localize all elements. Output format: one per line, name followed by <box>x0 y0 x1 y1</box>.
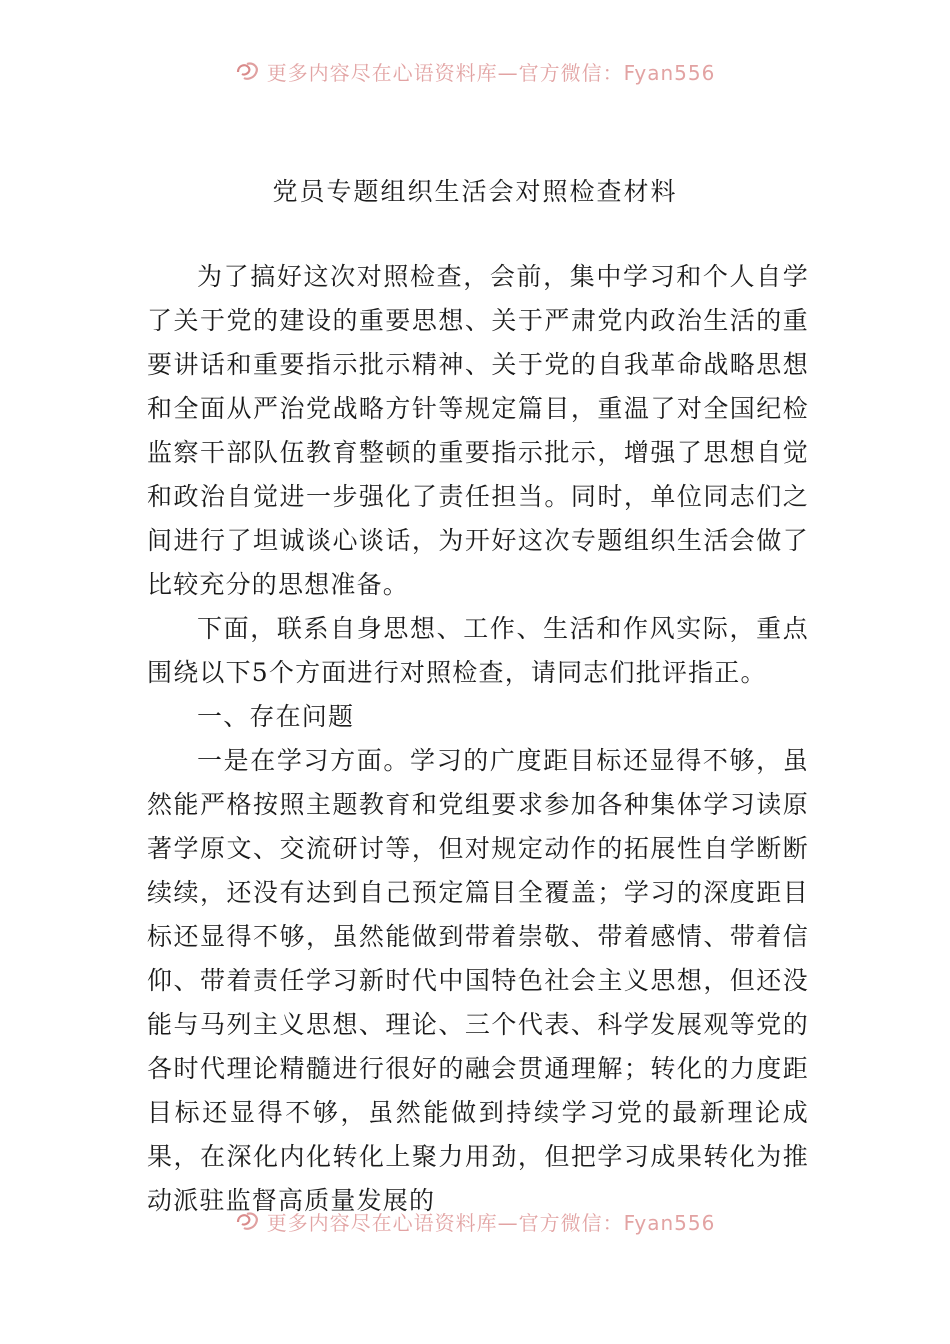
document-body <box>147 255 809 1223</box>
paragraph: 下面，联系自身思想、工作、生活和作风实际，重点围绕以下5个方面进行对照检查，请同志们批评指正。 <box>147 614 809 687</box>
section-heading: 一、存在问题 <box>197 702 355 731</box>
watermark-text: 更多内容尽在心语资料库—官方微信：Fyan556 <box>266 60 716 85</box>
watermark-text: 更多内容尽在心语资料库—官方微信：Fyan556 <box>266 1210 716 1235</box>
paragraph: 为了搞好这次对照检查，会前，集中学习和个人自学了关于党的建设的重要思想、关于严肃党内政治生活的重要讲话和重要指示批示精神、关于党的自我革命战略思想和全面从严治党战略方针等规定篇目，重温了对全国纪检监察干部队伍教育整顿的重要指示批示，增强了思想自觉和政治自觉进一步强化了责任担当。同时，单位同志们之间进行了坦诚谈心谈话，为开好这次专题组织生活会做了比较充分的思想准备。 <box>147 262 809 599</box>
header-watermark <box>0 56 950 86</box>
footer-watermark <box>0 1206 950 1236</box>
brand-logo-icon <box>235 60 261 82</box>
document-title: 党员专题组织生活会对照检查材料 <box>272 177 678 206</box>
paragraph: 一是在学习方面。学习的广度距目标还显得不够，虽然能严格按照主题教育和党组要求参加各种集体学习读原著学原文、交流研讨等，但对规定动作的拓展性自学断断续续，还没有达到自己预定篇目全覆盖；学习的深度距目标还显得不够，虽然能做到带着崇敬、带着感情、带着信仰、带着责任学习新时代中国特色社会主义思想，但还没能与马列主义思想、理论、三个代表、科学发展观等党的各时代理论精髓进行很好的融会贯通理解；转化的力度距目标还显得不够，虽然能做到持续学习党的最新理论成果，在深化内化转化上聚力用劲，但把学习成果转化为推动派驻监督高质量发展的 <box>147 746 809 1215</box>
brand-logo-icon <box>235 1210 261 1232</box>
